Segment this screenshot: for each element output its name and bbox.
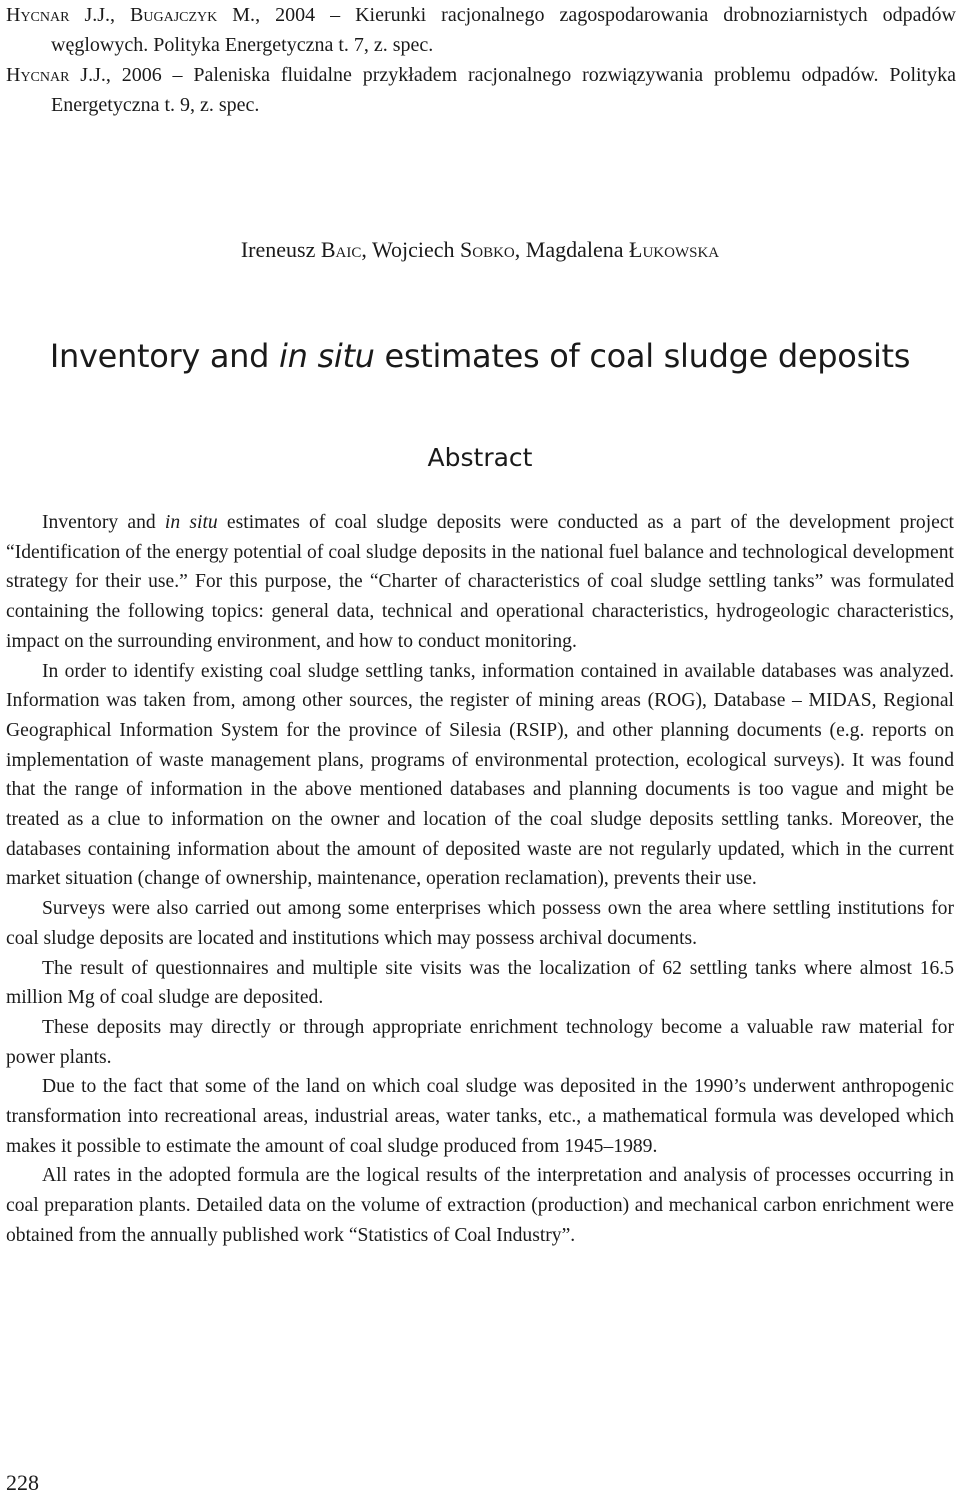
abstract-paragraph: In order to identify existing coal sludge settling tanks, information contained in available databases was analyzed. Information was taken from, among other sources, the register of mining areas (ROG), Database – MIDAS, Regional Geographical Information System for the province of Silesia (RSIP), and other planning documents (e.g. reports on implementation of waste management plans, programs of environmental protection, ecological surveys). It was found that the range of information in the above mentioned databases and planning documents is too vague and might be treated as a clue to information on the owner and location of the coal sludge deposits settling tanks. Moreover, the databases containing information about the amount of deposited waste are not regularly updated, which in the current market situation (change of ownership, maintenance, operation reclamation), prevents their use. bbox=[6, 660, 954, 890]
paragraph-text: Inventory and bbox=[42, 512, 165, 533]
abstract-paragraph bbox=[6, 508, 954, 657]
abstract-body bbox=[6, 508, 954, 1251]
abstract-paragraph: Surveys were also carried out among some enterprises which possess own the area where settling institutions for coal sludge deposits are located and institutions which may possess archival documents. bbox=[6, 898, 954, 949]
author-separator: , bbox=[361, 237, 372, 262]
author-separator: , bbox=[514, 237, 526, 262]
author-surname: Sobko bbox=[460, 237, 515, 262]
abstract-paragraph: Due to the fact that some of the land on which coal sludge was deposited in the 1990’s underwent anthropogenic transformation into recreational areas, industrial areas, water tanks, etc., a mathematical formula was developed which makes it possible to estimate the amount of coal sludge produced from 1945–1989. bbox=[6, 1076, 954, 1157]
title-text: Inventory and bbox=[49, 337, 280, 375]
reference-author-surname: Bugajczyk bbox=[130, 4, 218, 26]
reference-author-initials: M. bbox=[217, 4, 256, 26]
reference-text: , 2006 – Paleniska fluidalne przykładem racjonalnego rozwiązywania problemu odpadów. Polityka Energetyczna t. 9, z. spec. bbox=[51, 64, 956, 116]
paragraph-text: estimates of coal sludge deposits were conducted as a part of the development project “Identification of the energy potential of coal sludge deposits in the national fuel balance and technological development strategy for their use.” For this purpose, the “Charter of characteristics of coal sludge settling tanks” was formulated containing the following topics: general data, technical and operational characteristics, hydrogeologic characteristics, impact on the surrounding environment, and how to conduct monitoring. bbox=[6, 512, 955, 652]
author-surname: Łukowska bbox=[629, 237, 720, 262]
reference-author-surname: Hycnar bbox=[6, 4, 70, 26]
title-text: estimates of coal sludge deposits bbox=[374, 337, 911, 375]
reference-list bbox=[6, 0, 956, 120]
article-title bbox=[0, 331, 960, 381]
reference-item bbox=[6, 60, 956, 120]
article-authors bbox=[0, 234, 960, 266]
reference-author-surname: Hycnar bbox=[6, 64, 70, 86]
abstract-paragraph: All rates in the adopted formula are the logical results of the interpretation and analysis of processes occurring in coal preparation plants. Detailed data on the volume of extraction (production) and mechanical carbon enrichment were obtained from the annually published work “Statistics of Coal Industry”. bbox=[6, 1165, 954, 1246]
author-surname: Baic bbox=[320, 237, 362, 262]
reference-text: , 2004 – Kierunki racjonalnego zagospodarowania drobnoziarnistych odpadów węglowych. Polityka Energetyczna t. 7, z. spec. bbox=[51, 4, 956, 56]
author-first-name: Ireneusz bbox=[240, 237, 321, 262]
abstract-paragraph: These deposits may directly or through appropriate enrichment technology become a valuable raw material for power plants. bbox=[6, 1016, 954, 1068]
page-number: 228 bbox=[6, 1470, 39, 1495]
abstract-paragraph: The result of questionnaires and multiple site visits was the localization of 62 settling tanks where almost 16.5 million Mg of coal sludge are deposited. bbox=[6, 957, 954, 1009]
reference-author-initials: J.J., bbox=[69, 4, 131, 26]
paragraph-italic-text: in situ bbox=[164, 512, 218, 533]
title-italic-text: in situ bbox=[279, 337, 375, 375]
author-first-name: Wojciech bbox=[372, 237, 461, 262]
author-first-name: Magdalena bbox=[525, 237, 630, 262]
abstract-heading: Abstract bbox=[427, 443, 533, 472]
reference-item bbox=[6, 0, 956, 60]
reference-author-initials: J.J. bbox=[69, 64, 106, 86]
